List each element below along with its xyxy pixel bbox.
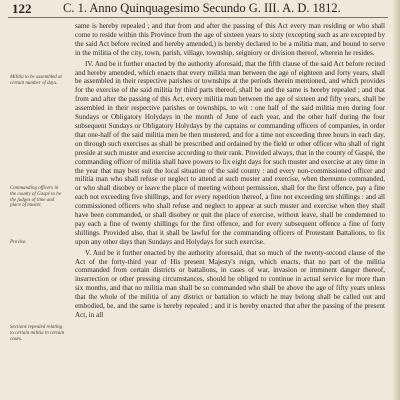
margin-note-gaspe: Commanding officers in the county of Gaspé to be the judges of time and place of muster. [10,186,61,209]
running-title: C. 1. Anno Quinquagesimo Secundo G. III. A. D. 1812. [63,1,341,15]
header-rule [8,17,388,18]
margin-note-proviso: Proviso. [10,240,27,245]
paragraph-section-iv: IV. And be it further enacted by the authority aforesaid, that the fifth clause of the said Act before recited and hereby amended, which enacts that every militia man between the age of eighteen and forty years, shall be assembled in their respective parishes or townships at the periods therein mentioned, and which provides for the exercise of the said militia by third parts thereof, shall be and the same is hereby repealed ; and that from and after the passing of this Act, every militia man between the age of sixteen and fifty years, shall be assembled in their respective parishes or townships, to wit : one half of the said militia men during four Sundays or Obligatory Holydays in the month of June of each year, and the other half during the four subsequent Sundays or Obligatory Holydays by the captains or commanding officers of companies, in order that one-half of the said militia men be then mustered, and for a time not exceeding three hours in each day, on through such exercises as shall be prescribed and ordained by the field or other officer who shall of right preside at such muster and exercise according to their rank. Provided always, that in the county of Gaspé, the commanding officer of militia shall have powers to fix eight days for such muster and exercise at any time in the year that may best suit the local situation of the said county : and every non-commissioned officer and militia man who shall refuse or neglect to attend at such muster and exercise, when thereunto commanded, or who shall disobey or leave the place of meeting without permission, shall for the first offence, pay a fine each not exceeding five shillings, and for every repetition thereof, a fine not exceeding ten shillings : and all commissioned officers who shall refuse and neglect to appear at such muster and exercise when they shall have been commanded, or shall disobey or quit the place of exercise, without leave, shall be condemned to pay each a fine of twenty shillings for the first offence, and for every subsequent offence a fine of forty shillings. Provided also, that it shall be lawful for the commanding officers of Protestant Battalions, to fix upon any other days than Sundays and Holydays for such exercise. [75,59,385,246]
body-text [75,22,385,322]
paragraph-continuation: same is hereby repealed ; and that from and after the passing of this Act every man residing or who shall come to reside within this Province from the age of sixteen years to sixty (excepting such as are excepted by the said Act before recited and hereby amended,) is hereby declared to be a militia man, and bound to serve in the militia of the city, town, parish, village, township, seigniory or division thereof, wherein he resides. [75,22,385,57]
paragraph-section-v: V. And be it further enacted by the authority aforesaid, that so much of the twenty-second clause of the Act of the forty-third year of His present Majesty's reign, which enacts, that no part of the militia commanded from certain districts or battalions, in cases of war, invasion or imminent danger thereof, insurrection or other pressing circumstances, should be obliged to continue in actual service for more than six months, and that no militia man shall be so commanded who shall be above the age of fifty years unless that the whole of the militia of any district or battalion to which he may belong shall be called out and embodied, be, and the same is hereby repealed ; and it is hereby enacted that after the passing of the present Act, in all [75,248,385,319]
page-spine-shadow [392,0,400,400]
margin-note-sections-repealed: Sections repealed relating to certain militia in certain cases. [10,325,65,342]
page-header [8,1,388,17]
page-number: 122 [12,1,32,16]
margin-note-militia-assembly: Militia to be assembled at certain number of days. [10,75,62,86]
